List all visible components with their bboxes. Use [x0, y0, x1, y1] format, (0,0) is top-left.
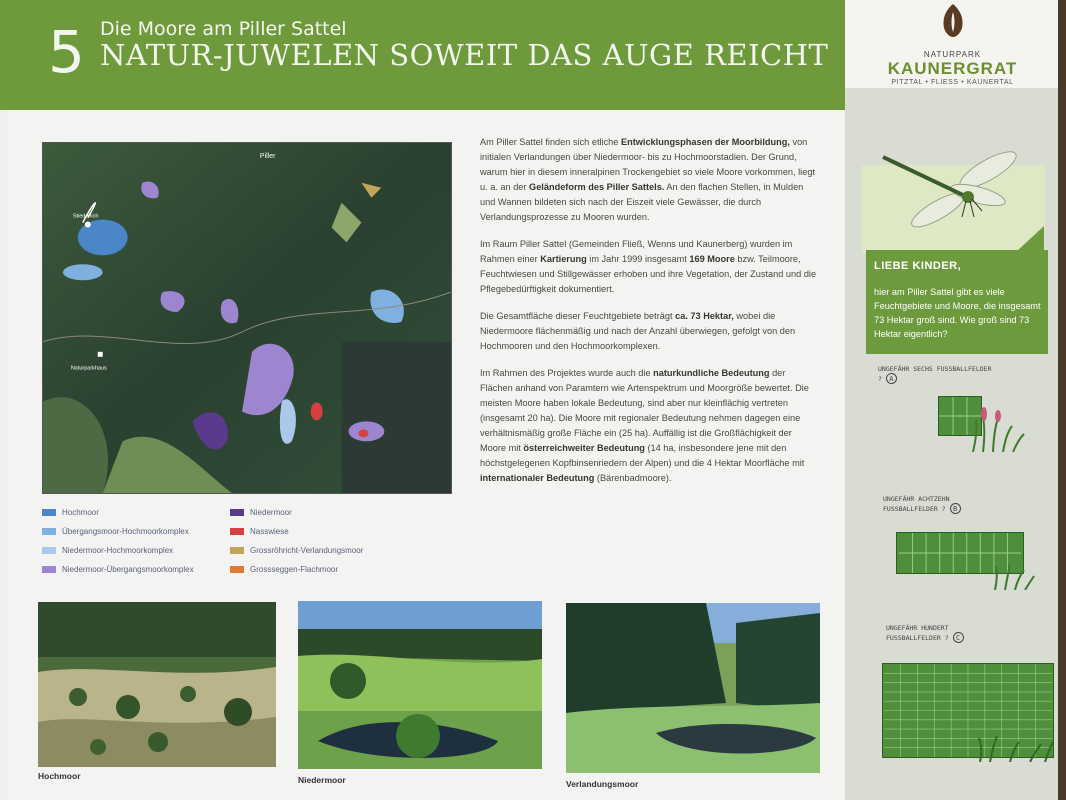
legend-swatch	[42, 528, 56, 535]
legend-label: Niedermoor-Hochmoorkomplex	[62, 546, 174, 555]
map-label-moor: Stiederlich	[72, 213, 99, 220]
legend-swatch	[230, 547, 244, 554]
map-label-piller: Piller	[259, 152, 276, 160]
header-banner	[0, 0, 845, 110]
photo-caption: Verlandungsmoor	[566, 779, 639, 789]
kids-heading: LIEBE KINDER,	[874, 260, 962, 272]
legend-swatch	[230, 509, 244, 516]
brand-region: PITZTAL • FLIESS • KAUNERTAL	[891, 79, 1014, 86]
photo-caption: Hochmoor	[38, 771, 81, 781]
brand-small: NATURPARK	[923, 50, 982, 59]
legend-label: Hochmoor	[62, 508, 99, 517]
section-number: 5	[48, 18, 85, 86]
legend-label: Grossröhricht-Verlandungsmoor	[250, 546, 364, 555]
legend-item-nieder-hoch	[42, 546, 173, 555]
kids-text: hier am Piller Sattel gibt es viele Feuchtgebiete und Moore, die insgesamt 73 Hektar groß sind. Wie groß sind 73 Hektar eigentlich?	[874, 287, 1041, 339]
legend-item-nasswiese	[230, 527, 289, 536]
body-text	[480, 135, 820, 498]
circle-label-c: C	[953, 632, 964, 643]
grass-icon	[990, 556, 1036, 590]
wood-frame	[1058, 0, 1066, 800]
page-title: NATUR-JUWELEN SOWEIT DAS AUGE REICHT	[100, 38, 829, 72]
photo-caption: Niedermoor	[298, 775, 346, 785]
legend-swatch	[230, 528, 244, 535]
brand-name: KAUNERGRAT	[887, 59, 1018, 78]
legend-item-uebergang-hoch	[42, 527, 189, 536]
legend-label: Niedermoor	[250, 508, 292, 517]
circle-label-a: A	[886, 373, 897, 384]
legend-label: Niedermoor-Übergangsmoorkomplex	[62, 565, 194, 574]
legend-label: Übergangsmoor-Hochmoorkomplex	[62, 527, 189, 536]
paragraph-1: Am Piller Sattel finden sich etliche Entwicklungsphasen der Moorbildung, von initialen Verlandungen über Niedermoor- bis zu Hochmoorstadien. Der Grund, warum hier in diesem inneralpinen Trockengebiet so viele Moore vorkommen, liegt u. a. an der Geländeform des Piller Sattels. An den flachen Stellen, in Mulden und Wannen bildeten sich nach der Eiszeit viele Gewässer, die durch Verlandungsprozesse zu Mooren wurden.	[480, 137, 815, 222]
photo-verlandungsmoor	[566, 603, 820, 773]
brand-text	[860, 50, 1045, 86]
legend-swatch	[42, 566, 56, 573]
paragraph-2: Im Raum Piller Sattel (Gemeinden Fließ, Wenns und Kaunerberg) wurden im Rahmen einer Kartierung im Jahr 1999 insgesamt 169 Moore bzw. Teilmoore, Feuchtwiesen und Stillgewässer erhoben und ihre Vegetation, der Zustand und die Pflegebedürftigkeit dokumentiert.	[480, 239, 817, 294]
naturpark-logo-icon	[940, 2, 966, 38]
kids-box	[866, 250, 1048, 354]
note-b: UNGEFÄHR ACHTZEHN FUSSBALLFELDER ? B	[883, 495, 1003, 514]
circle-label-b: B	[950, 503, 961, 514]
dragonfly-icon	[878, 135, 1018, 245]
legend-label: Grossseggen-Flachmoor	[250, 565, 339, 574]
legend-item-grossroehricht	[230, 546, 363, 555]
legend-item-grossseggen	[230, 565, 338, 574]
photo-niedermoor	[298, 601, 542, 769]
map-label-hut: Naturparkhaus	[70, 365, 107, 372]
legend-item-hochmoor	[42, 508, 99, 517]
legend-swatch	[42, 509, 56, 516]
subtitle: Die Moore am Piller Sattel	[100, 18, 347, 40]
aerial-map	[42, 142, 452, 494]
paragraph-3: Die Gesamtfläche dieser Feuchtgebiete beträgt ca. 73 Hektar, wobei die Niedermoore flächenmäßig und nach der Anzahl überwiegen, gefolgt von den Hochmooren und den Hochmoorkomplexen.	[480, 311, 796, 351]
legend-item-niedermoor	[230, 508, 292, 517]
legend-swatch	[42, 547, 56, 554]
speech-pointer-icon	[1014, 226, 1046, 252]
note-c: UNGEFÄHR HUNDERT FUSSBALLFELDER ? C	[886, 624, 1006, 643]
paragraph-4: Im Rahmen des Projektes wurde auch die naturkundliche Bedeutung der Flächen anhand von Paramtern wie Artenspektrum und Moorgröße bewertet. Die meisten Moore haben lokale Bedeutung, sind aber nur kleinflächig vertreten (insgesamt 20 ha). Die Moore mit regionaler Bedeutung nehmen dagegen eine verhältnismäßig große Fläche ein (25 ha). Auffällig ist die Großflächigkeit der Moore mit österreichweiter Bedeutung (14 ha, insbesondere jene mit den höchstgelegenen Kopfbinsenriedern der Alpen) und die 4 Hektar Moorfläche mit internationaler Bedeutung (Bärenbadmoore).	[480, 368, 809, 483]
photo-hochmoor	[38, 602, 276, 767]
grass-icon	[968, 400, 1028, 452]
legend-swatch	[230, 566, 244, 573]
legend-label: Nasswiese	[250, 527, 289, 536]
legend-item-nieder-uebergang	[42, 565, 194, 574]
note-a: UNGEFÄHR SECHS FUSSBALLFELDER ? A	[878, 365, 992, 383]
grass-icon	[975, 730, 1055, 762]
